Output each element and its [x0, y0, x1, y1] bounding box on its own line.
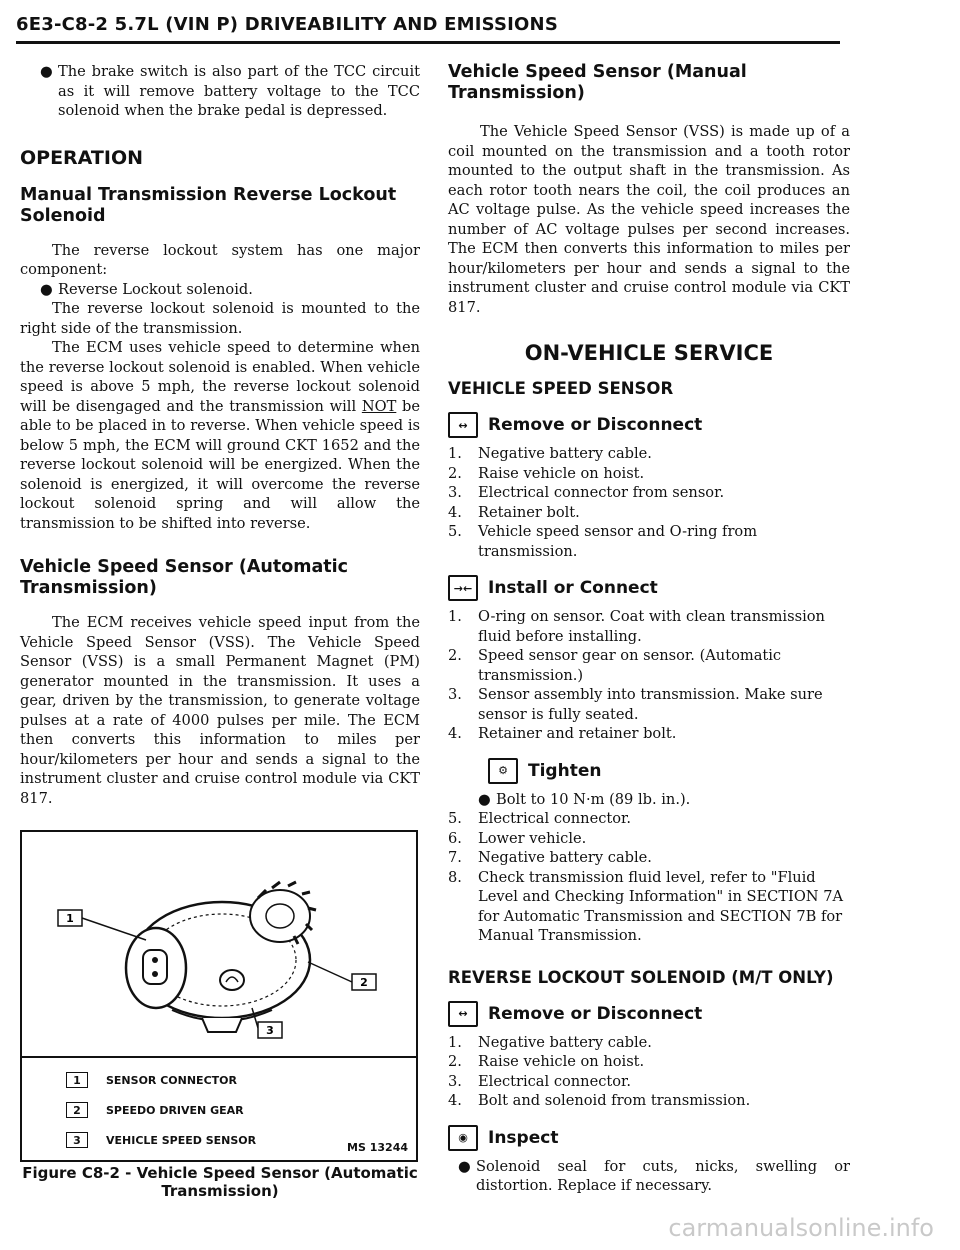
post-install-steps — [448, 809, 850, 946]
list-item: 1. Negative battery cable. — [448, 1033, 652, 1051]
legend-label: VEHICLE SPEED SENSOR — [106, 1133, 257, 1147]
inspect-eye-icon: ◉ — [448, 1125, 478, 1151]
list-item: 1. Negative battery cable. — [448, 445, 652, 462]
list-item: 7. Negative battery cable. — [448, 849, 652, 866]
list-item: 4. Retainer bolt. — [448, 503, 580, 521]
reverse-bullet: ● Reverse Lockout solenoid. — [40, 280, 253, 298]
tighten-bullet: ● Bolt to 10 N·m (89 lb. in.). — [478, 790, 691, 808]
reverse-paragraph-3: The ECM uses vehicle speed to determine when the reverse lockout solenoid is enabled. When vehicle speed is above 5 mph, the reverse lockout solenoid will be disengaged and the transmission will NOT be able to be placed in to reverse. When vehicle speed is below 5 mph, the ECM will ground CKT 1652 and the reverse lockout solenoid will be energized. When the solenoid is energized, it will overcome the reverse lockout solenoid spring and will allow the transmission to be shifted into reverse. — [20, 339, 420, 532]
remove-heading: ↔ Remove or Disconnect — [448, 412, 850, 438]
list-item: 4. Retainer and retainer bolt. — [448, 725, 677, 742]
bullet-icon: ● — [478, 790, 491, 808]
list-item: 3. Electrical connector. — [448, 1072, 632, 1090]
page-header-title: 6E3-C8-2 5.7L (VIN P) DRIVEABILITY AND EMISSIONS — [16, 14, 558, 35]
list-item: 4. Bolt and solenoid from transmission. — [448, 1092, 751, 1109]
callout-3-label: 3 — [266, 1024, 274, 1037]
install-connect-icon: →← — [448, 575, 478, 601]
bullet-icon: ● — [40, 63, 53, 80]
bullet-icon: ● — [40, 280, 53, 298]
reverse-lockout-heading: Manual Transmission Reverse Lockout Solenoid — [20, 184, 397, 226]
list-item: 8. Check transmission fluid level, refer to "Fluid Level and Checking Information" in SECTION 7A for Automatic Transmission and SECTION 7B for Manual Transmission. — [448, 868, 844, 944]
legend-item — [66, 1102, 256, 1118]
vss-auto-heading: Vehicle Speed Sensor (Automatic Transmission) — [20, 557, 348, 598]
list-item: 2. Speed sensor gear on sensor. (Automatic transmission.) — [448, 647, 782, 684]
callout-line-1 — [82, 918, 146, 940]
figure-code: MS 13244 — [347, 1141, 408, 1154]
rls-remove-steps — [448, 1033, 850, 1111]
legend-item — [66, 1132, 256, 1148]
legend-callout: 2 — [66, 1102, 88, 1118]
vss-illustration — [22, 832, 416, 1058]
torque-wrench-icon: ⚙ — [488, 758, 518, 784]
list-item: 1. O-ring on sensor. Coat with clean transmission fluid before installing. — [448, 608, 825, 645]
bullet-icon: ● — [458, 1157, 471, 1175]
inspect-heading: ◉ Inspect — [448, 1125, 850, 1151]
list-item: 6. Lower vehicle. — [448, 829, 587, 847]
list-item: 3. Electrical connector from sensor. — [448, 484, 725, 501]
rls-remove-heading: ↔ Remove or Disconnect — [448, 1001, 850, 1027]
page-header — [16, 14, 840, 44]
emphasis-not: NOT — [361, 397, 397, 415]
reverse-paragraph-1: The reverse lockout system has one major component: — [20, 241, 420, 278]
legend-label: SENSOR CONNECTOR — [106, 1073, 237, 1087]
watermark: carmanualsonline.info — [668, 1214, 934, 1242]
list-item: 5. Vehicle speed sensor and O-ring from transmission. — [448, 523, 758, 560]
speedo-gear-illustration — [250, 882, 316, 944]
list-item: 2. Raise vehicle on hoist. — [448, 1053, 645, 1070]
install-steps — [448, 607, 850, 744]
remove-disconnect-icon: ↔ — [448, 412, 478, 438]
on-vehicle-service-heading: ON-VEHICLE SERVICE — [524, 341, 774, 365]
vss-section-heading: VEHICLE SPEED SENSOR — [448, 379, 674, 398]
vss-auto-paragraph: The ECM receives vehicle speed input from the Vehicle Speed Sensor (VSS). The Vehicle Speed Sensor (VSS) is a small Permanent Magnet (PM) generator mounted in the transmission. It uses a gear, driven by the transmission, to generate voltage pulses at a rate of 4000 pulses per mile. The ECM then converts this information to miles per hour/kilometers per hour and sends a signal to the instrument cluster and cruise control module via CKT 817. — [20, 614, 420, 807]
callout-1-label: 1 — [66, 912, 74, 925]
list-item: 5. Electrical connector. — [448, 810, 632, 827]
vss-manual-paragraph: The Vehicle Speed Sensor (VSS) is made up of a coil mounted on the transmission and a tooth rotor mounted to the output shaft in the transmission. As each rotor tooth nears the coil, the coil produces an AC voltage pulse. As the vehicle speed increases the number of AC voltage pulses per second increases. The ECM then converts this information to miles per hour/kilometers per hour and sends a signal to the instrument cluster and cruise control module via CKT 817. — [448, 123, 850, 316]
install-heading: →← Install or Connect — [448, 575, 850, 601]
left-column — [20, 62, 420, 1200]
operation-heading: OPERATION — [20, 146, 143, 169]
remove-disconnect-icon: ↔ — [448, 1001, 478, 1027]
reverse-paragraph-2: The reverse lockout solenoid is mounted to the right side of the transmission. — [20, 300, 420, 337]
figure-caption: Figure C8-2 - Vehicle Speed Sensor (Automatic Transmission) — [22, 1164, 418, 1200]
intro-bullet: ● The brake switch is also part of the TCC circuit as it will remove battery voltage to the TCC solenoid when the brake pedal is depressed. — [40, 63, 420, 119]
vss-figure — [20, 830, 418, 1162]
legend-item — [66, 1072, 256, 1088]
sensor-connector-illustration — [126, 928, 186, 1008]
callout-2-label: 2 — [360, 976, 368, 989]
legend-callout: 1 — [66, 1072, 88, 1088]
right-column — [448, 62, 850, 1196]
reverse-lockout-section-heading: REVERSE LOCKOUT SOLENOID (M/T ONLY) — [448, 967, 834, 987]
tighten-heading: ⚙ Tighten — [448, 758, 850, 784]
legend-label: SPEEDO DRIVEN GEAR — [106, 1103, 244, 1117]
remove-steps — [448, 444, 850, 561]
list-item: 3. Sensor assembly into transmission. Make sure sensor is fully seated. — [448, 686, 823, 723]
legend-callout: 3 — [66, 1132, 88, 1148]
figure-legend — [66, 1072, 256, 1162]
inspect-bullet: ● Solenoid seal for cuts, nicks, swelling or distortion. Replace if necessary. — [458, 1157, 850, 1194]
callout-line-2 — [308, 962, 352, 982]
vss-manual-heading: Vehicle Speed Sensor (Manual Transmission) — [448, 62, 747, 103]
list-item: 2. Raise vehicle on hoist. — [448, 464, 645, 482]
